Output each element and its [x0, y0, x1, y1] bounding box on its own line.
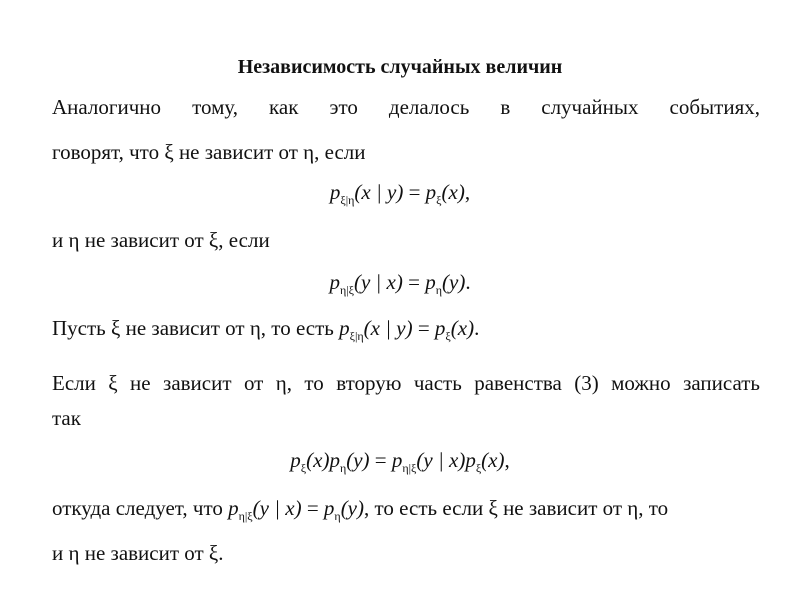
para3-start: откуда следует, что: [52, 496, 229, 520]
formula-3-b-symbol: p: [329, 448, 340, 472]
formula-3-d-sub: ξ: [475, 461, 482, 475]
para3-line2: и η не зависит от ξ.: [52, 541, 224, 565]
formula-3-a-sub: ξ: [300, 461, 307, 475]
para3-r-symbol: p: [323, 496, 335, 520]
formula-2-lhs-symbol: p: [329, 270, 340, 294]
formula-3-c-sub: η|ξ: [402, 461, 417, 475]
formula-2-rhs-symbol: p: [425, 270, 436, 294]
formula-1-lhs-args: (x | y): [354, 180, 404, 204]
para1-line2: говорят, что ξ не зависит от η, если: [52, 140, 366, 164]
formula-3-tail: ,: [504, 448, 510, 472]
text-let-r-args: (x): [450, 316, 475, 340]
formula-1-lhs-sub: ξ|η: [340, 193, 355, 207]
para3-f-symbol: p: [228, 496, 239, 520]
formula-1-rhs-sub: ξ: [436, 193, 442, 207]
formula-1-lhs-symbol: p: [329, 180, 341, 204]
formula-2: [0, 270, 800, 295]
formula-2-lhs-args: (y | x): [353, 270, 403, 294]
formula-3-c-args: (y | x): [416, 448, 466, 472]
page-title: Независимость случайных величин: [237, 56, 563, 78]
para3-f-sub: η|ξ: [238, 509, 253, 523]
text-let-prefix: Пусть ξ не зависит от η, то есть: [52, 316, 340, 340]
formula-1-rhs-args: (x): [441, 180, 465, 204]
formula-3-a-symbol: p: [290, 448, 301, 472]
formula-2-rhs-args: (y): [442, 270, 466, 294]
para1-line1: Аналогично тому, как это делалось в случайных событиях,: [52, 95, 760, 119]
para3-eq: =: [301, 496, 324, 520]
formula-3-d-symbol: p: [465, 448, 476, 472]
para2-line1: Если ξ не зависит от η, то вторую часть равенства (3) можно записать: [52, 371, 760, 395]
para3-line1: [52, 496, 760, 521]
formula-3-d-args: (x): [481, 448, 505, 472]
text-let-eq: =: [412, 316, 435, 340]
text-let: [52, 316, 479, 341]
formula-3-b-args: (y): [346, 448, 370, 472]
formula-2-rhs-sub: η: [435, 283, 442, 297]
formula-3-eq: =: [369, 448, 392, 472]
text-and-eta: и η не зависит от ξ, если: [52, 228, 270, 252]
formula-2-lhs-sub: η|ξ: [339, 283, 354, 297]
formula-2-eq: =: [402, 270, 426, 294]
formula-3-a-args: (x): [306, 448, 330, 472]
para3-r-args: (y): [340, 496, 364, 520]
formula-2-tail: .: [465, 270, 471, 294]
text-let-f-symbol: p: [339, 316, 350, 340]
formula-3-b-sub: η: [339, 461, 347, 475]
formula-1-rhs-symbol: p: [425, 180, 437, 204]
formula-1: [0, 180, 800, 205]
para2-line2: так: [52, 406, 81, 430]
para3-r-sub: η: [334, 509, 341, 523]
text-let-tail: .: [474, 316, 480, 340]
text-let-r-sub: ξ: [445, 329, 451, 343]
text-let-f-sub: ξ|η: [349, 329, 364, 343]
para3-f-args: (y | x): [252, 496, 302, 520]
formula-1-tail: ,: [464, 180, 471, 204]
formula-1-eq: =: [403, 180, 426, 204]
text-let-f-args: (x | y): [363, 316, 413, 340]
formula-3-c-symbol: p: [391, 448, 403, 472]
text-let-r-symbol: p: [434, 316, 446, 340]
formula-3: [0, 448, 800, 473]
para3-end: , то есть если ξ не зависит от η, то: [364, 496, 669, 520]
